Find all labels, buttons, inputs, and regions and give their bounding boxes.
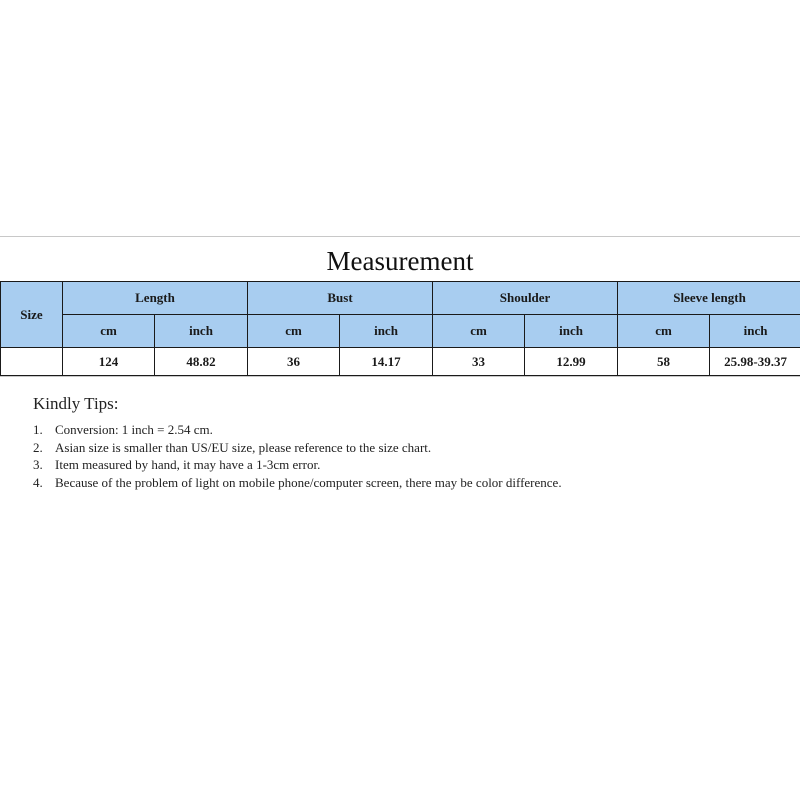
page-title: Measurement — [326, 246, 474, 276]
group-header-length: Length — [63, 282, 248, 315]
group-header-shoulder: Shoulder — [433, 282, 618, 315]
bust-inch-cell: 14.17 — [340, 348, 433, 376]
list-item — [33, 456, 593, 474]
list-item — [33, 474, 593, 492]
list-item — [33, 421, 593, 439]
sleeve-length-cm-cell: 58 — [618, 348, 710, 376]
sleeve-length-inch-cell: 25.98-39.37 — [710, 348, 800, 376]
unit-header: inch — [155, 315, 248, 348]
shoulder-inch-cell: 12.99 — [525, 348, 618, 376]
length-cm-cell: 124 — [63, 348, 155, 376]
unit-header-row — [1, 315, 800, 348]
unit-header: cm — [618, 315, 710, 348]
group-header-bust: Bust — [248, 282, 433, 315]
unit-header: inch — [525, 315, 618, 348]
size-chart-table — [0, 281, 800, 376]
group-header-sleeve-length: Sleeve length — [618, 282, 800, 315]
list-item-text: Because of the problem of light on mobile phone/computer screen, there may be color difference. — [55, 474, 562, 490]
shoulder-cm-cell: 33 — [433, 348, 525, 376]
list-item — [33, 439, 593, 457]
list-item-text: Conversion: 1 inch = 2.54 cm. — [55, 422, 213, 437]
list-item-number: 3. — [33, 457, 43, 472]
list-item-text: Item measured by hand, it may have a 1-3cm error. — [55, 457, 321, 472]
unit-header: cm — [63, 315, 155, 348]
length-inch-cell: 48.82 — [155, 348, 248, 376]
size-header: Size — [1, 282, 63, 348]
top-divider — [0, 236, 800, 237]
table-row — [1, 348, 800, 376]
unit-header: cm — [433, 315, 525, 348]
list-item-number: 4. — [33, 474, 43, 490]
bust-cm-cell: 36 — [248, 348, 340, 376]
unit-header: inch — [340, 315, 433, 348]
tips-heading: Kindly Tips: — [33, 394, 119, 413]
list-item-text: Asian size is smaller than US/EU size, please reference to the size chart. — [55, 439, 432, 455]
unit-header: inch — [710, 315, 800, 348]
group-header-row — [1, 282, 800, 315]
list-item-number: 2. — [33, 439, 43, 455]
tips-list — [33, 421, 593, 491]
bottom-divider — [0, 376, 800, 377]
size-cell — [1, 348, 63, 376]
list-item-number: 1. — [33, 422, 43, 437]
unit-header: cm — [248, 315, 340, 348]
